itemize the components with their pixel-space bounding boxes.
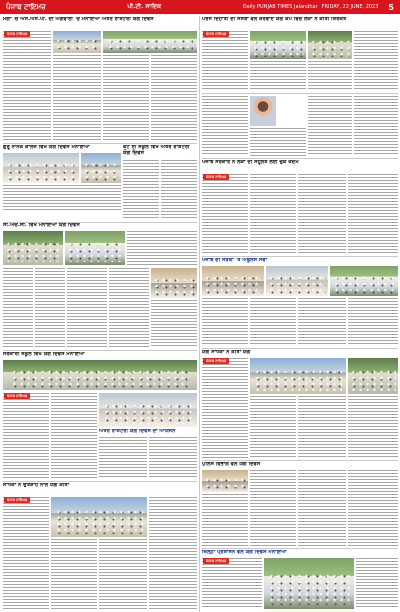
date-label: FRIDAY, 22 JUNE, 2023 bbox=[321, 4, 379, 10]
article-photo bbox=[330, 266, 398, 296]
article-text bbox=[161, 160, 197, 220]
article-photo bbox=[202, 266, 264, 296]
article-text bbox=[51, 393, 97, 479]
article-text bbox=[99, 437, 147, 479]
article-text bbox=[3, 31, 51, 141]
article-text bbox=[35, 268, 65, 348]
headline-9: ਅੰਤਰ ਰਾਸ਼ਟਰੀ ਯੋਗ ਦਿਵਸ ਦਾ ਆਯੋਜਨ bbox=[99, 429, 176, 434]
article-text bbox=[348, 470, 398, 546]
headline-6: ਪੰਜਾਬ ਸਰਕਾਰ ਨੇ ਲੋਕਾਂ ਦੀ ਸਹੂਲਤ ਲਈ ਚੁੱਕੇ ਕਦਮ bbox=[202, 160, 299, 165]
source-tag: ਪੰਜਾਬ ਟਾਇਮਜ਼ bbox=[203, 31, 229, 37]
article-photo bbox=[348, 358, 398, 394]
column-divider bbox=[199, 16, 200, 612]
article-text bbox=[151, 300, 197, 348]
article-photo bbox=[266, 266, 328, 296]
article-text bbox=[3, 268, 33, 348]
article-photo bbox=[250, 358, 346, 394]
article-text bbox=[3, 393, 49, 479]
article-text bbox=[348, 298, 398, 346]
headline-4: ਕੋਟ ਈ ਸਕੂਲ ਵਿਖੇ ਅੰਤਰ ਰਾਸ਼ਟਰੀ ਯੋਗ ਦਿਵਸ bbox=[123, 145, 190, 156]
headline-3: ਗੁਰੂ ਨਾਨਕ ਕਾਲਜ ਵਿਖੇ ਯੋਗ ਦਿਵਸ ਮਨਾਇਆ bbox=[3, 145, 90, 150]
article-text bbox=[348, 174, 398, 254]
section-divider bbox=[202, 93, 398, 94]
headline-11: ਯੋਗ ਸਾਧਕਾਂ ਨੇ ਕੀਤਾ ਯੋਗ bbox=[202, 350, 251, 355]
article-text bbox=[308, 96, 352, 156]
article-text bbox=[250, 396, 296, 458]
page-number: 5 bbox=[388, 2, 394, 12]
article-text bbox=[53, 55, 101, 141]
article-text bbox=[354, 31, 398, 91]
article-photo bbox=[308, 31, 352, 59]
article-text bbox=[202, 558, 262, 609]
article-text bbox=[250, 174, 296, 254]
source-tag: ਪੰਜਾਬ ਟਾਇਮਜ਼ bbox=[4, 31, 30, 37]
article-text bbox=[202, 494, 248, 546]
article-text bbox=[250, 61, 306, 91]
headline-8: ਸਰਕਾਰੀ ਸਕੂਲ ਵਿਖੇ ਯੋਗ ਦਿਵਸ ਮਨਾਇਆ bbox=[3, 352, 85, 357]
article-text bbox=[202, 358, 248, 458]
article-text bbox=[123, 160, 159, 220]
source-tag: ਪੰਜਾਬ ਟਾਇਮਜ਼ bbox=[203, 558, 229, 564]
article-photo bbox=[51, 497, 147, 537]
article-photo bbox=[99, 393, 197, 427]
article-photo bbox=[3, 231, 63, 265]
article-photo bbox=[202, 470, 248, 492]
article-text bbox=[127, 231, 197, 265]
article-text bbox=[356, 558, 398, 609]
masthead-meta bbox=[243, 3, 394, 12]
article-text bbox=[109, 268, 149, 348]
article-text bbox=[149, 497, 197, 609]
masthead bbox=[0, 0, 400, 14]
article-photo bbox=[3, 360, 197, 390]
article-text bbox=[151, 55, 197, 141]
article-text bbox=[149, 437, 197, 479]
article-text bbox=[99, 539, 147, 609]
article-text bbox=[298, 298, 346, 346]
section-divider bbox=[3, 481, 197, 482]
article-text bbox=[298, 174, 346, 254]
section-divider bbox=[202, 256, 398, 257]
article-text bbox=[3, 497, 49, 609]
article-text bbox=[202, 174, 248, 254]
section-divider bbox=[3, 143, 197, 144]
article-photo bbox=[3, 153, 79, 183]
section-divider bbox=[202, 460, 398, 461]
article-text bbox=[250, 470, 296, 546]
article-text bbox=[298, 396, 346, 458]
headline-13: ਜ਼ਿਲ੍ਹਾ ਪ੍ਰਸ਼ਾਸਨ ਵੱਲੋਂ ਯੋਗ ਦਿਵਸ ਮਨਾਇਆ bbox=[202, 550, 287, 555]
source-tag: ਪੰਜਾਬ ਟਾਇਮਜ਼ bbox=[4, 497, 30, 503]
article-text bbox=[250, 128, 306, 156]
article-text bbox=[103, 55, 149, 141]
article-text bbox=[202, 298, 248, 346]
article-photo bbox=[65, 231, 125, 265]
article-text bbox=[67, 268, 107, 348]
headline-5: ਸੀ.ਐੱਚ.ਸੀ. ਵਿਖੇ ਮਨਾਇਆ ਯੋਗ ਦਿਵਸ bbox=[3, 223, 80, 228]
article-text bbox=[202, 31, 248, 91]
article-text bbox=[354, 96, 398, 156]
headline-10: ਸਾਧਕਾਂ ਨੇ ਉਤਸ਼ਾਹ ਨਾਲ ਯੋਗ ਕੀਤਾ bbox=[3, 483, 70, 488]
article-photo bbox=[53, 31, 101, 53]
article-photo bbox=[264, 558, 354, 609]
article-photo bbox=[151, 268, 197, 298]
headline-2: ਪਰਸ ਦਿਹਾਤੀ ਦੀ ਸੰਸਥਾ ਵੱਲੋਂ ਕਰਵਾਏ ਯੋਗ ਕੈਂਪ ਵਿੱਚ ਲੋਕਾਂ ਨੇ ਕੀਤੀ ਸ਼ਿਰਕਤ bbox=[202, 17, 347, 22]
source-tag: ਪੰਜਾਬ ਟਾਇਮਜ਼ bbox=[4, 393, 30, 399]
article-text bbox=[308, 61, 352, 91]
section-divider bbox=[202, 158, 398, 159]
section-name: ਪੀ.ਟੀ. ਸਾਦਿਕ bbox=[127, 3, 162, 10]
section-divider bbox=[202, 348, 398, 349]
headline-12: ਪੁਲਿਸ ਵਿਭਾਗ ਵੱਲੋਂ ਯੋਗ ਦਿਵਸ bbox=[202, 462, 261, 467]
article-text bbox=[348, 396, 398, 458]
paper-name: ਪੰਜਾਬ ਟਾਇਮਜ਼ bbox=[6, 2, 46, 11]
article-text bbox=[202, 96, 248, 156]
section-divider bbox=[3, 350, 197, 351]
headline-7: ਪੰਜਾਬ ਦੀ ਸੜਕਾਂ 'ਤੇ ਐਂਬੂਲੈਂਸ ਸੇਵਾ bbox=[202, 258, 268, 263]
article-photo bbox=[250, 31, 306, 59]
article-text bbox=[250, 298, 296, 346]
edition-label: Daily PUNJAB TIMES Jalandhar bbox=[242, 4, 318, 10]
article-text bbox=[298, 470, 346, 546]
article-text bbox=[51, 539, 97, 609]
article-text bbox=[3, 185, 121, 211]
article-photo bbox=[81, 153, 121, 183]
source-tag: ਪੰਜਾਬ ਟਾਇਮਜ਼ bbox=[203, 174, 229, 180]
source-tag: ਪੰਜਾਬ ਟਾਇਮਜ਼ bbox=[203, 358, 229, 364]
headline-1: ਮੋਗਾ 'ਚ ਐੱਸ.ਐੱਸ.ਪੀ. ਦੀ ਅਗਵਾਈ 'ਚ ਮਨਾਇਆ ਅੰਤਰ ਰਾਸ਼ਟਰੀ ਯੋਗ ਦਿਵਸ bbox=[3, 17, 154, 22]
portrait-photo bbox=[250, 96, 276, 126]
section-divider bbox=[202, 548, 398, 549]
article-photo bbox=[103, 31, 197, 53]
